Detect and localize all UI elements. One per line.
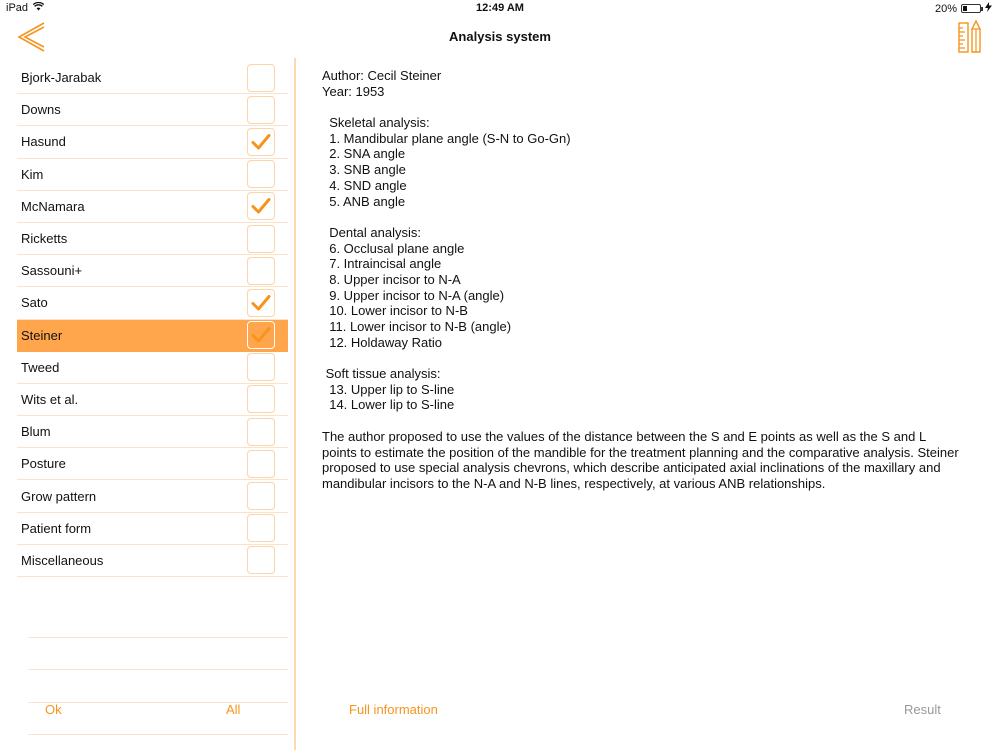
all-button[interactable]: All: [226, 702, 241, 717]
device-name: iPad: [6, 2, 29, 14]
list-item[interactable]: [17, 223, 288, 255]
dental-item: 9. Upper incisor to N-A (angle): [322, 287, 505, 303]
list-item[interactable]: [17, 513, 288, 545]
empty-row: [28, 638, 288, 670]
soft-tissue-item: 13. Upper lip to S-line: [322, 381, 455, 397]
list-item[interactable]: [17, 384, 288, 416]
ruler-pencil-icon: [956, 19, 986, 55]
list-item[interactable]: [17, 287, 288, 319]
list-item[interactable]: [17, 62, 288, 94]
checkbox[interactable]: [247, 418, 275, 446]
list-item-label: McNamara: [21, 198, 85, 214]
author-line: Author: Cecil Steiner: [322, 68, 442, 83]
empty-row: [28, 670, 288, 702]
list-item-label: Bjork-Jarabak: [21, 70, 102, 86]
tools-button[interactable]: [956, 19, 986, 55]
list-item-label: Kim: [21, 166, 44, 182]
soft-tissue-heading: Soft tissue analysis:: [322, 366, 441, 382]
charging-icon: [985, 2, 992, 15]
list-item[interactable]: [17, 480, 288, 512]
skeletal-item: 4. SND angle: [322, 177, 407, 193]
checkbox[interactable]: [247, 514, 275, 542]
list-item[interactable]: [17, 352, 288, 384]
dental-item: 6. Occlusal plane angle: [322, 240, 465, 256]
list-item[interactable]: [17, 448, 288, 480]
battery-icon: [961, 4, 981, 13]
checkbox[interactable]: [247, 289, 275, 317]
status-bar: [0, 0, 1000, 16]
list-item[interactable]: [17, 191, 288, 223]
list-item-label: Downs: [21, 102, 61, 118]
dental-item: 12. Holdaway Ratio: [322, 334, 442, 350]
checkbox[interactable]: [247, 96, 275, 124]
page-title: Analysis system: [449, 29, 551, 44]
checkmark-icon: [251, 326, 271, 344]
dental-item: 11. Lower incisor to N-B (angle): [322, 319, 512, 334]
skeletal-heading: Skeletal analysis:: [322, 115, 430, 131]
description-paragraph: The author proposed to use the values of the distance between the S and E points as well as the S and L points to estimate the position of the mandible for the treatment planning and the comparative analysis. Steiner proposed to use special analysis chevrons, which describe anticipated axial inclinations of the maxillary and mandibular incisors to the N-A and N-B lines, respectively, at various ANB relationships.: [322, 428, 959, 491]
list-item-label: Posture: [21, 456, 66, 472]
checkmark-icon: [251, 294, 271, 312]
checkbox[interactable]: [247, 450, 275, 478]
status-time: 12:49 AM: [476, 2, 524, 14]
list-item[interactable]: [17, 159, 288, 191]
list-item-label: Tweed: [21, 359, 60, 375]
checkbox[interactable]: [247, 321, 275, 349]
full-information-button[interactable]: Full information: [349, 702, 438, 717]
year-line: Year: 1953: [322, 83, 385, 99]
analysis-details: [322, 68, 962, 492]
list-item-label: Miscellaneous: [21, 552, 104, 568]
list-item-label: Blum: [21, 424, 51, 440]
dental-item: 8. Upper incisor to N-A: [322, 271, 461, 287]
dental-heading: Dental analysis:: [322, 224, 421, 240]
empty-row: [28, 703, 288, 735]
soft-tissue-item: 14. Lower lip to S-line: [322, 397, 455, 413]
checkbox[interactable]: [247, 192, 275, 220]
list-item-label: Ricketts: [21, 231, 68, 247]
dental-item: 7. Intraincisal angle: [322, 256, 442, 272]
list-item[interactable]: [17, 126, 288, 158]
list-item-label: Patient form: [21, 520, 92, 536]
status-right: [935, 2, 992, 15]
list-item[interactable]: [17, 255, 288, 287]
skeletal-item: 3. SNB angle: [322, 162, 406, 178]
dental-item: 10. Lower incisor to N-B: [322, 303, 468, 319]
empty-rows: [28, 606, 288, 735]
list-item-label: Steiner: [21, 327, 63, 343]
list-item-label: Hasund: [21, 134, 66, 150]
skeletal-list: [322, 131, 962, 209]
result-button[interactable]: Result: [904, 702, 941, 717]
checkbox[interactable]: [247, 160, 275, 188]
list-item[interactable]: [17, 416, 288, 448]
skeletal-item: 1. Mandibular plane angle (S-N to Go-Gn): [322, 130, 571, 146]
checkbox[interactable]: [247, 225, 275, 253]
analysis-list: [17, 62, 288, 577]
nav-bar: [0, 16, 1000, 58]
skeletal-item: 5. ANB angle: [322, 193, 406, 209]
checkbox[interactable]: [247, 257, 275, 285]
empty-row: [28, 606, 288, 638]
checkbox[interactable]: [247, 64, 275, 92]
list-item-label: Wits et al.: [21, 391, 79, 407]
checkmark-icon: [251, 197, 271, 215]
skeletal-item: 2. SNA angle: [322, 146, 406, 162]
list-item-label: Sato: [21, 295, 48, 311]
checkbox[interactable]: [247, 546, 275, 574]
ok-button[interactable]: Ok: [45, 702, 62, 717]
checkbox[interactable]: [247, 385, 275, 413]
checkbox[interactable]: [247, 482, 275, 510]
list-item[interactable]: [17, 320, 288, 352]
list-item-label: Grow pattern: [21, 488, 97, 504]
analysis-list-panel: [0, 58, 294, 750]
checkbox[interactable]: [247, 128, 275, 156]
panel-divider: [294, 58, 296, 750]
checkbox[interactable]: [247, 353, 275, 381]
soft-tissue-list: [322, 382, 962, 413]
list-item[interactable]: [17, 94, 288, 126]
battery-percent: 20%: [934, 2, 957, 15]
dental-list: [322, 241, 962, 351]
checkmark-icon: [251, 133, 271, 151]
list-item[interactable]: [17, 545, 288, 577]
list-item-label: Sassouni+: [21, 263, 83, 279]
